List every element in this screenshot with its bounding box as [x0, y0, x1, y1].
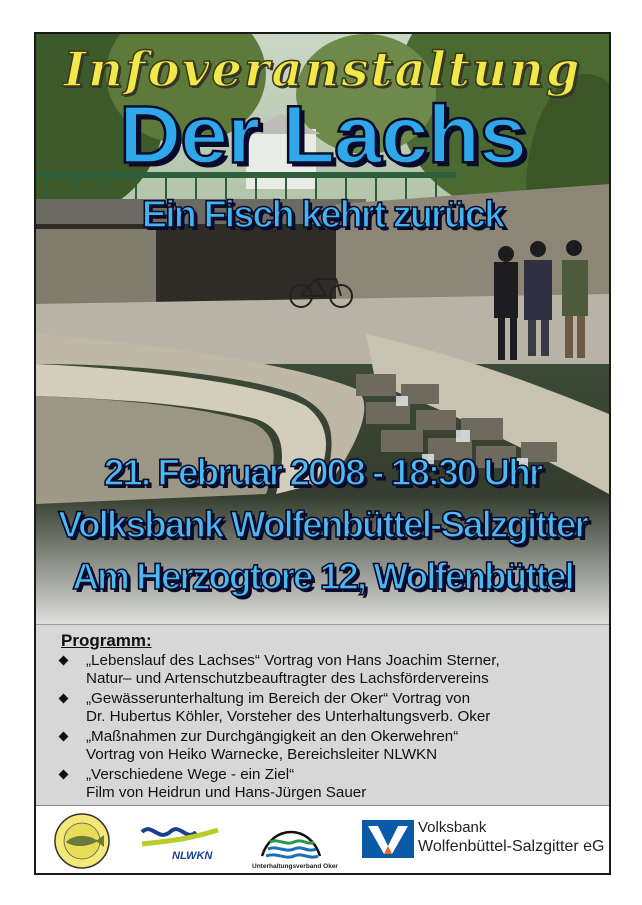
diamond-bullet-icon: [59, 770, 69, 780]
event-date: [36, 452, 609, 494]
program-item: [58, 766, 500, 801]
nlwkn-logo-icon: [140, 820, 220, 850]
unterhaltungsverband-label: Unterhaltungsverband Oker: [252, 863, 338, 870]
program-title: Programm:: [61, 631, 152, 650]
program-item-detail: Film von Heidrun und Hans-Jürgen Sauer: [86, 783, 367, 801]
kicker-heading: Infoveranstaltung: [63, 42, 582, 98]
program-item: [58, 728, 500, 763]
program-item-detail: Natur– und Artenschutzbeauftragter des Lachsfördervereins: [86, 669, 489, 687]
diamond-bullet-icon: [59, 656, 69, 666]
event-venue: [36, 504, 609, 546]
title-heading: Der Lachs: [119, 89, 526, 181]
program-item-detail: Dr. Hubertus Köhler, Vorsteher des Unterhaltungsverb. Oker: [86, 707, 491, 725]
program-item: [58, 690, 500, 725]
volksbank-name: [418, 818, 604, 856]
sponsor-logo-bar: [36, 805, 609, 874]
event-address: [36, 556, 609, 598]
subtitle-heading: Ein Fisch kehrt zurück: [141, 194, 504, 236]
program-item-title: „Maßnahmen zur Durchgängigkeit an den Okerwehren“: [86, 728, 459, 745]
program-item-title: „Gewässerunterhaltung im Bereich der Oker“ Vortrag von: [86, 690, 471, 707]
program-section: [36, 624, 609, 806]
lachsfoerderverein-logo-icon: [52, 812, 112, 870]
program-item-title: „Lebenslauf des Lachses“ Vortrag von Hans Joachim Sterner,: [86, 652, 500, 669]
program-item: [58, 652, 500, 687]
poster-frame: [34, 32, 611, 875]
program-item-title: „Verschiedene Wege - ein Ziel“: [86, 766, 295, 783]
event-address-text: Am Herzogtore 12, Wolfenbüttel: [72, 556, 573, 597]
diamond-bullet-icon: [59, 694, 69, 704]
river-photo: [36, 34, 609, 624]
volksbank-name-line2: Wolfenbüttel-Salzgitter eG: [418, 838, 605, 855]
diamond-bullet-icon: [59, 732, 69, 742]
event-venue-text: Volksbank Wolfenbüttel-Salzgitter: [58, 504, 587, 545]
nlwkn-label: NLWKN: [172, 850, 213, 862]
program-list: [58, 652, 500, 804]
volksbank-name-line1: Volksbank: [418, 819, 487, 836]
unterhaltungsverband-logo-icon: [258, 816, 324, 862]
program-item-detail: Vortrag von Heiko Warnecke, Bereichsleiter NLWKN: [86, 745, 438, 763]
event-date-text: 21. Februar 2008 - 18:30 Uhr: [103, 452, 542, 493]
volksbank-logo-icon: [362, 820, 414, 858]
